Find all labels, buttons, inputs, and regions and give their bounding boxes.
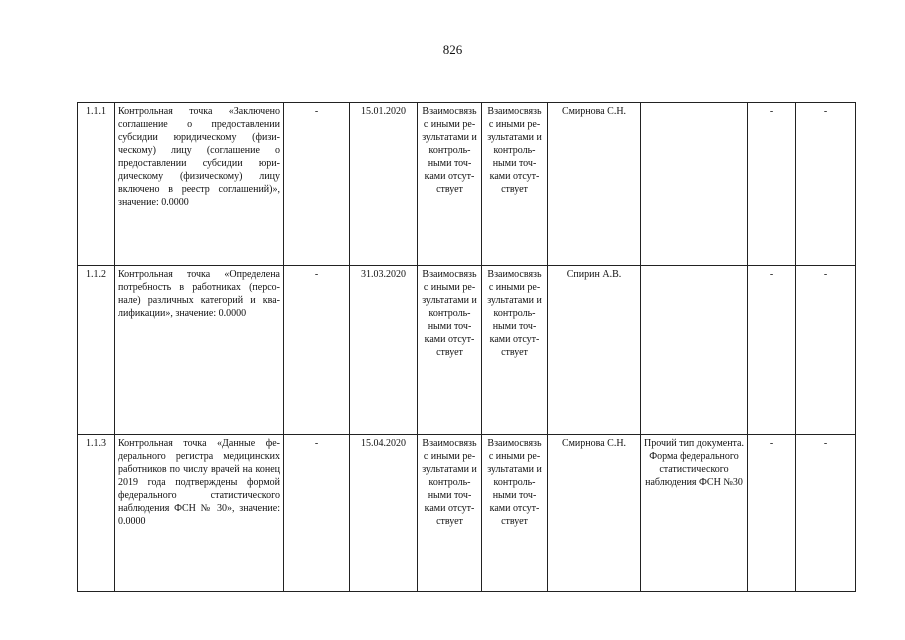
table-row	[78, 103, 856, 266]
responsible-person: Смирнова С.Н.	[548, 103, 641, 266]
control-point-title: Контрольная точка «Данные федерального регистра медицинских работников по числу врачей на конец 2019 года подтверждены формой федерального статистического наблюдения ФСН № 30», значение: 0.0000	[115, 435, 284, 592]
column-10-value: -	[796, 435, 856, 592]
document-type: Прочий тип документа. Форма федерального статистического наблюдения ФСН №30	[641, 435, 748, 592]
row-number: 1.1.1	[78, 103, 115, 266]
link-next: Взаимосвязь с иными результатами и контрольными точками отсутствует	[482, 435, 548, 592]
deadline-date: 15.01.2020	[350, 103, 418, 266]
link-previous: Взаимосвязь с иными результатами и контрольными точками отсутствует	[418, 435, 482, 592]
link-next: Взаимосвязь с иными результатами и контрольными точками отсутствует	[482, 266, 548, 435]
deadline-date: 15.04.2020	[350, 435, 418, 592]
responsible-person: Спирин А.В.	[548, 266, 641, 435]
responsible-person: Смирнова С.Н.	[548, 435, 641, 592]
page-number: 826	[442, 42, 463, 57]
column-10-value: -	[796, 266, 856, 435]
column-9-value: -	[748, 435, 796, 592]
column-9-value: -	[748, 103, 796, 266]
column-10-value: -	[796, 103, 856, 266]
table-row	[78, 435, 856, 592]
control-point-title: Контрольная точка «Заключено соглашение о предоставлении субсидии юридическому (физическому) лицу (соглашение о предоставлении субсидии юридическому (физическому) лицу включено в реестр соглашений)», значение: 0.0000	[115, 103, 284, 266]
document-type	[641, 266, 748, 435]
row-number: 1.1.3	[78, 435, 115, 592]
deadline-date: 31.03.2020	[350, 266, 418, 435]
table-row	[78, 266, 856, 435]
column-3-value: -	[284, 103, 350, 266]
column-3-value: -	[284, 435, 350, 592]
link-next: Взаимосвязь с иными результатами и контрольными точками отсутствует	[482, 103, 548, 266]
column-3-value: -	[284, 266, 350, 435]
row-number: 1.1.2	[78, 266, 115, 435]
link-previous: Взаимосвязь с иными результатами и контрольными точками отсутствует	[418, 103, 482, 266]
control-points-table	[77, 102, 856, 592]
column-9-value: -	[748, 266, 796, 435]
document-type	[641, 103, 748, 266]
control-point-title: Контрольная точка «Определена потребность в работниках (персонале) различных категорий и квалификации», значение: 0.0000	[115, 266, 284, 435]
link-previous: Взаимосвязь с иными результатами и контрольными точками отсутствует	[418, 266, 482, 435]
